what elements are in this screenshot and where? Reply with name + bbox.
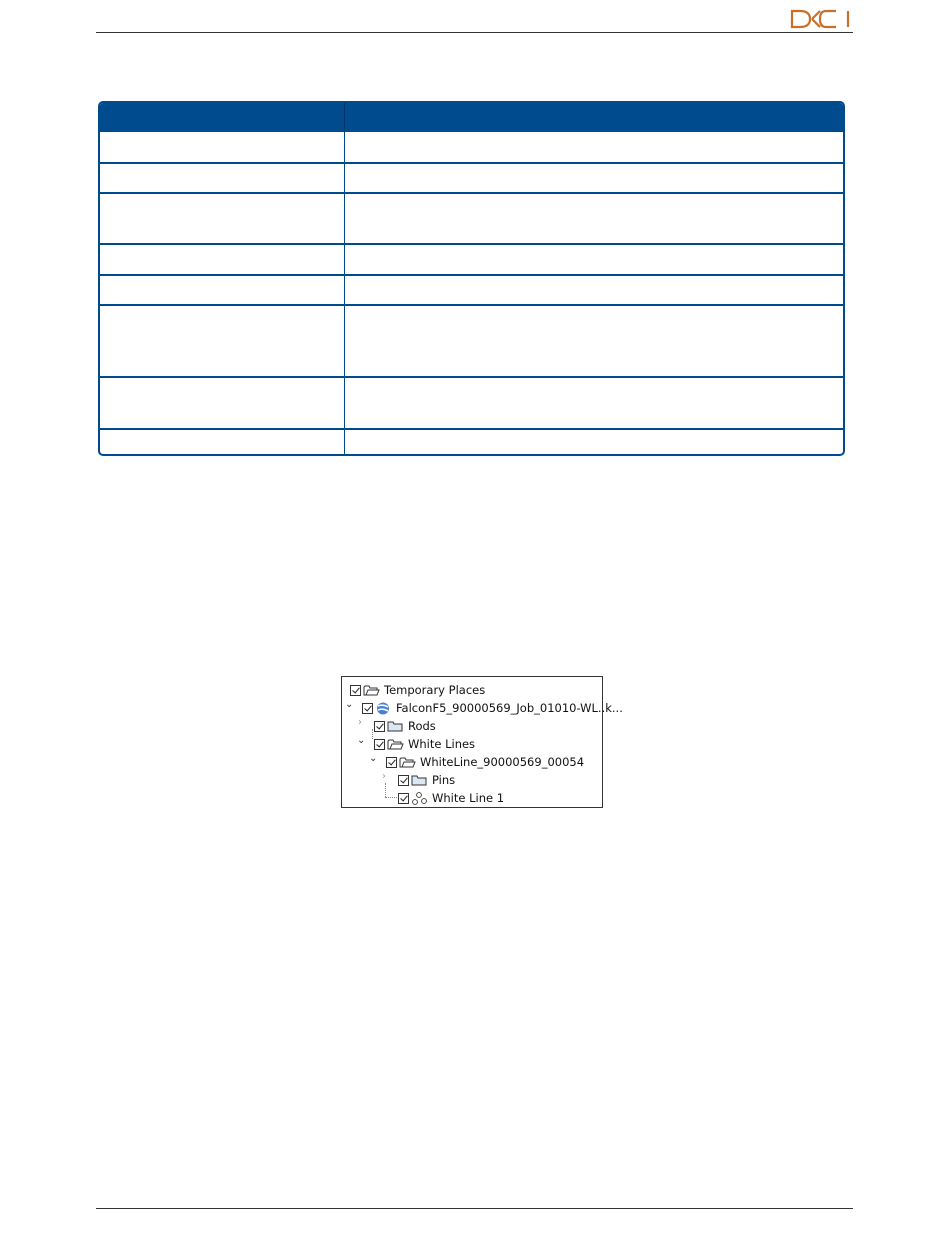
dci-logo [790,8,854,30]
path-icon [411,792,428,805]
kml-layer-icon [375,702,392,715]
tree-item-label: FalconF5_90000569_Job_01010-WL..k... [396,701,623,715]
tree-connector [372,729,373,739]
tree-item-label: Temporary Places [384,683,486,697]
tree-item-falcon-job[interactable] [362,700,623,716]
chevron-down-icon[interactable]: ⌄ [357,735,366,746]
table-row [100,428,843,456]
table-row [100,376,843,428]
checkbox-icon[interactable] [374,721,385,732]
checkbox-icon[interactable] [386,757,397,768]
checkbox-icon[interactable] [350,685,361,696]
tree-item-pins[interactable] [398,772,455,788]
folder-icon [387,720,404,733]
folder-open-icon [387,738,404,751]
tree-item-temporary-places[interactable] [350,682,485,698]
tree-item-white-line-1[interactable] [398,790,504,806]
table-row [100,304,843,376]
tree-connector [385,797,399,798]
table-row [100,243,843,274]
chevron-down-icon[interactable]: ⌄ [369,753,378,764]
checkbox-icon[interactable] [362,703,373,714]
info-table [98,101,845,456]
tree-connector [385,783,386,797]
table-row [100,162,843,192]
tree-item-label: WhiteLine_90000569_00054 [420,755,585,769]
checkbox-icon[interactable] [398,775,409,786]
header-rule [96,32,853,33]
chevron-down-icon[interactable]: ⌄ [345,699,354,710]
tree-item-whiteline-folder[interactable] [386,754,584,770]
table-row [100,274,843,304]
tree-item-label: White Lines [408,737,476,751]
places-tree [341,676,623,808]
folder-icon [411,774,428,787]
tree-item-label: White Line 1 [432,791,505,805]
folder-open-icon [399,756,416,769]
table-row [100,132,843,162]
folder-icon [363,684,380,697]
table-header [100,103,843,132]
tree-item-label: Pins [432,773,456,787]
tree-item-rods[interactable] [374,718,436,734]
table-header-divider [344,103,345,132]
tree-item-label: Rods [408,719,436,733]
chevron-right-icon[interactable]: › [382,771,386,782]
tree-item-white-lines[interactable] [374,736,475,752]
checkbox-icon[interactable] [398,793,409,804]
checkbox-icon[interactable] [374,739,385,750]
chevron-right-icon[interactable]: › [358,717,362,728]
table-row [100,192,843,243]
footer-rule [96,1208,853,1209]
